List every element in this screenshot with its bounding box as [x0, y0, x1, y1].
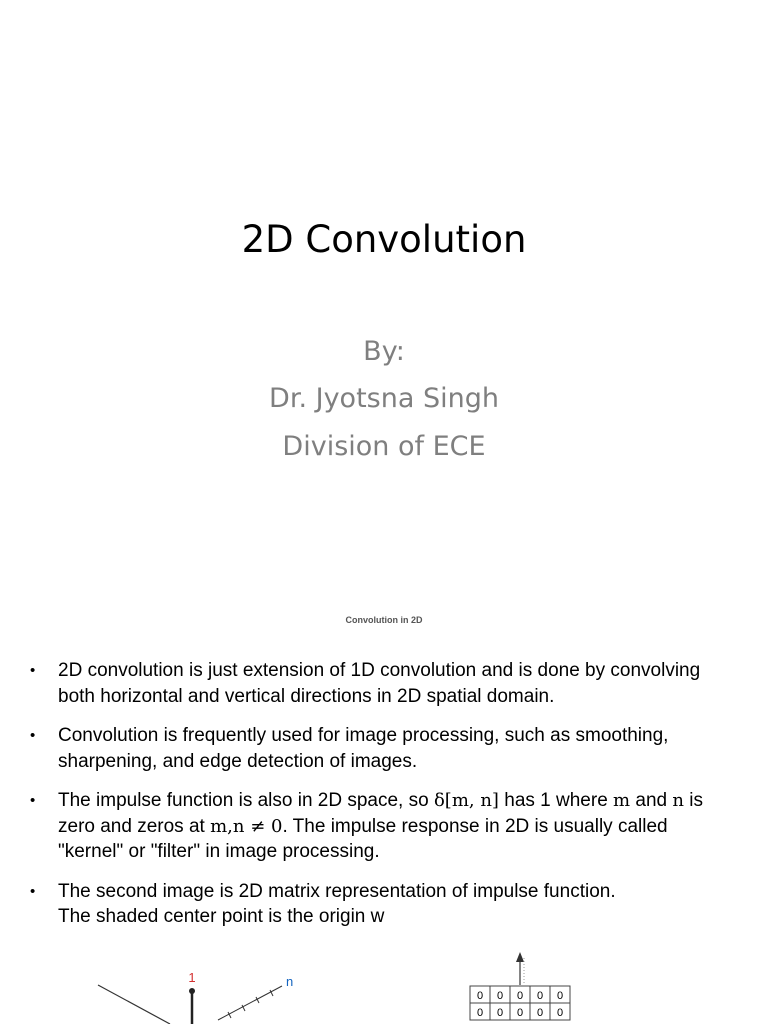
matrix-cell-value: 0	[536, 1007, 544, 1019]
arrow-up-icon	[516, 952, 524, 962]
var-m: m	[613, 790, 631, 811]
bullet-item	[30, 723, 730, 774]
bullet-dot-icon: •	[30, 662, 36, 679]
matrix-cell-value: 0	[516, 990, 524, 1002]
slide2-title: Convolution in 2D	[345, 615, 423, 625]
slide-title: 2D Convolution	[241, 218, 527, 261]
matrix-cell-value: 0	[476, 1007, 484, 1019]
author-name: Dr. Jyotsna Singh	[269, 383, 499, 414]
matrix-cell-value: 0	[556, 990, 564, 1002]
axis-n-line	[218, 986, 282, 1020]
impulse-matrix	[470, 986, 570, 1020]
var-n: n	[672, 790, 684, 811]
bullet-dot-icon: •	[30, 727, 36, 744]
bullet-text: 2D convolution is just extension of 1D convolution and is done by convolving both horizontal and vertical directions in 2D spatial domain.	[58, 660, 701, 707]
matrix-cell-value: 0	[556, 1007, 564, 1019]
bullet-text: The second image is 2D matrix representation of impulse function. The shaded center point is the origin w	[58, 880, 616, 927]
axis-m-line	[98, 985, 170, 1024]
bullet-item	[30, 658, 730, 709]
matrix-cell-value: 0	[516, 1007, 524, 1019]
matrix-cell-value: 0	[496, 990, 504, 1002]
impulse-label: 1	[188, 970, 196, 985]
bullet-text: The impulse function is also in 2D space, so δ[m, n] has 1 where m and n is zero and zeros at m,n ≠ 0. The impulse response in 2D is usually called "kernel" or "filter" in image processing.	[58, 790, 703, 862]
bullet-item	[30, 879, 730, 930]
bullet-list	[30, 658, 730, 930]
axis-n-label: n	[286, 974, 294, 989]
by-label: By:	[363, 336, 405, 367]
bullet-text: Convolution is frequently used for image processing, such as smoothing, sharpening, and edge detection of images.	[58, 725, 669, 772]
delta-expr: δ[m, n]	[433, 790, 499, 811]
matrix-cell-value: 0	[496, 1007, 504, 1019]
division-name: Division of ECE	[282, 431, 486, 462]
bullet-dot-icon: •	[30, 882, 36, 900]
bullet-item	[30, 788, 730, 865]
condition-expr: m,n ≠ 0	[210, 815, 283, 837]
matrix-cell-value: 0	[476, 990, 484, 1002]
impulse-head	[189, 988, 195, 994]
matrix-cell-value: 0	[536, 990, 544, 1002]
impulse-figure	[0, 940, 768, 1024]
bullet-dot-icon: •	[30, 792, 36, 809]
